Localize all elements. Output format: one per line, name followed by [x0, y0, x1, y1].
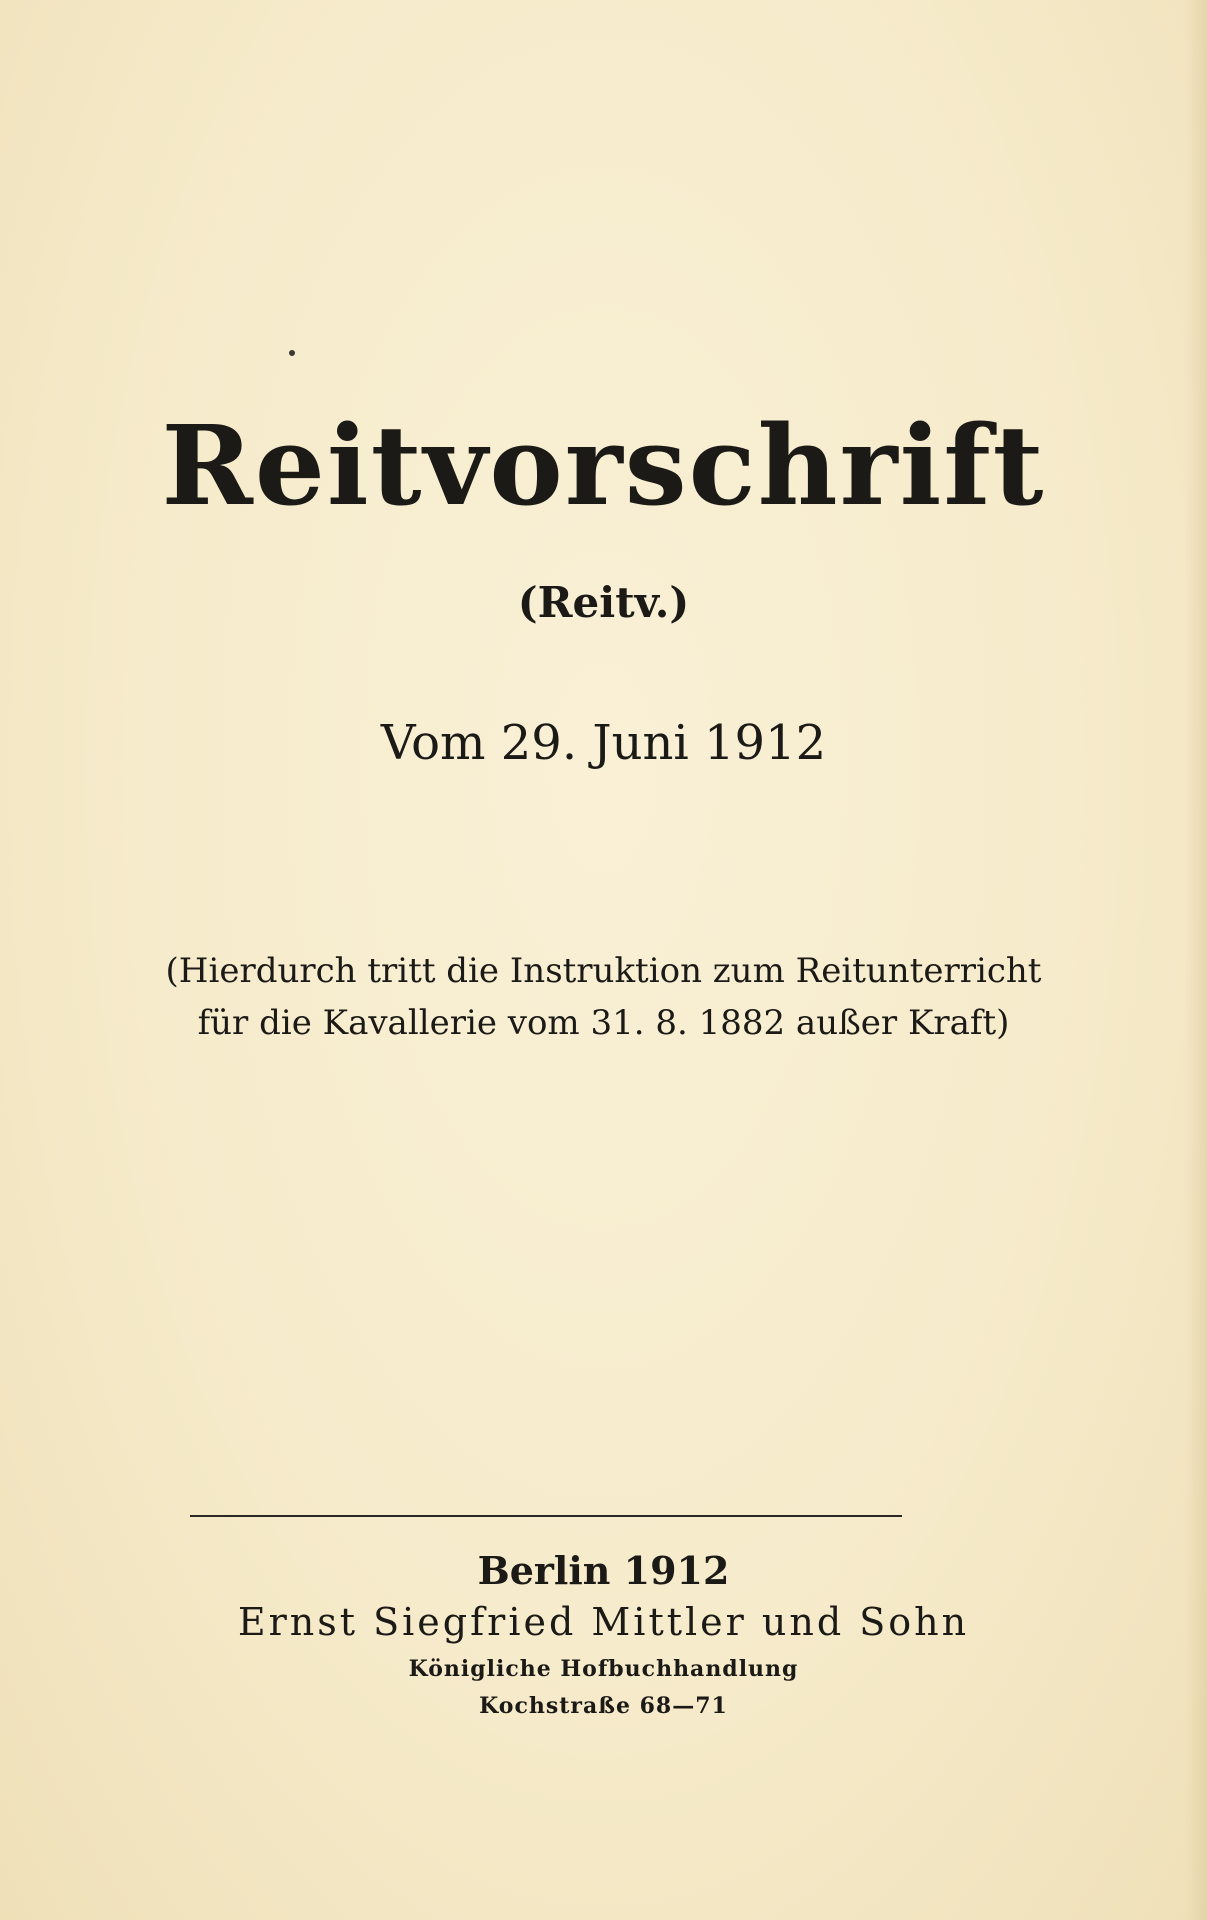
- book-title: Reitvorschrift: [161, 401, 1046, 530]
- ink-speck: [289, 350, 295, 356]
- publisher-appointment: Königliche Hofbuchhandlung: [408, 1656, 799, 1682]
- publisher-name: Ernst Siegfried Mittler und Sohn: [237, 1600, 970, 1644]
- supersession-note: [0, 945, 1207, 1049]
- note-line-1: (Hierdurch tritt die Instruktion zum Reitunterricht: [165, 951, 1042, 991]
- publisher-address: Kochstraße 68—71: [479, 1693, 728, 1719]
- issue-date: Vom 29. Juni 1912: [380, 715, 827, 771]
- imprint-city-year: Berlin 1912: [477, 1548, 730, 1593]
- title-abbreviation: (Reitv.): [517, 578, 690, 627]
- note-line-2: für die Kavallerie vom 31. 8. 1882 außer Kraft): [197, 1003, 1010, 1043]
- imprint-divider: [190, 1515, 902, 1517]
